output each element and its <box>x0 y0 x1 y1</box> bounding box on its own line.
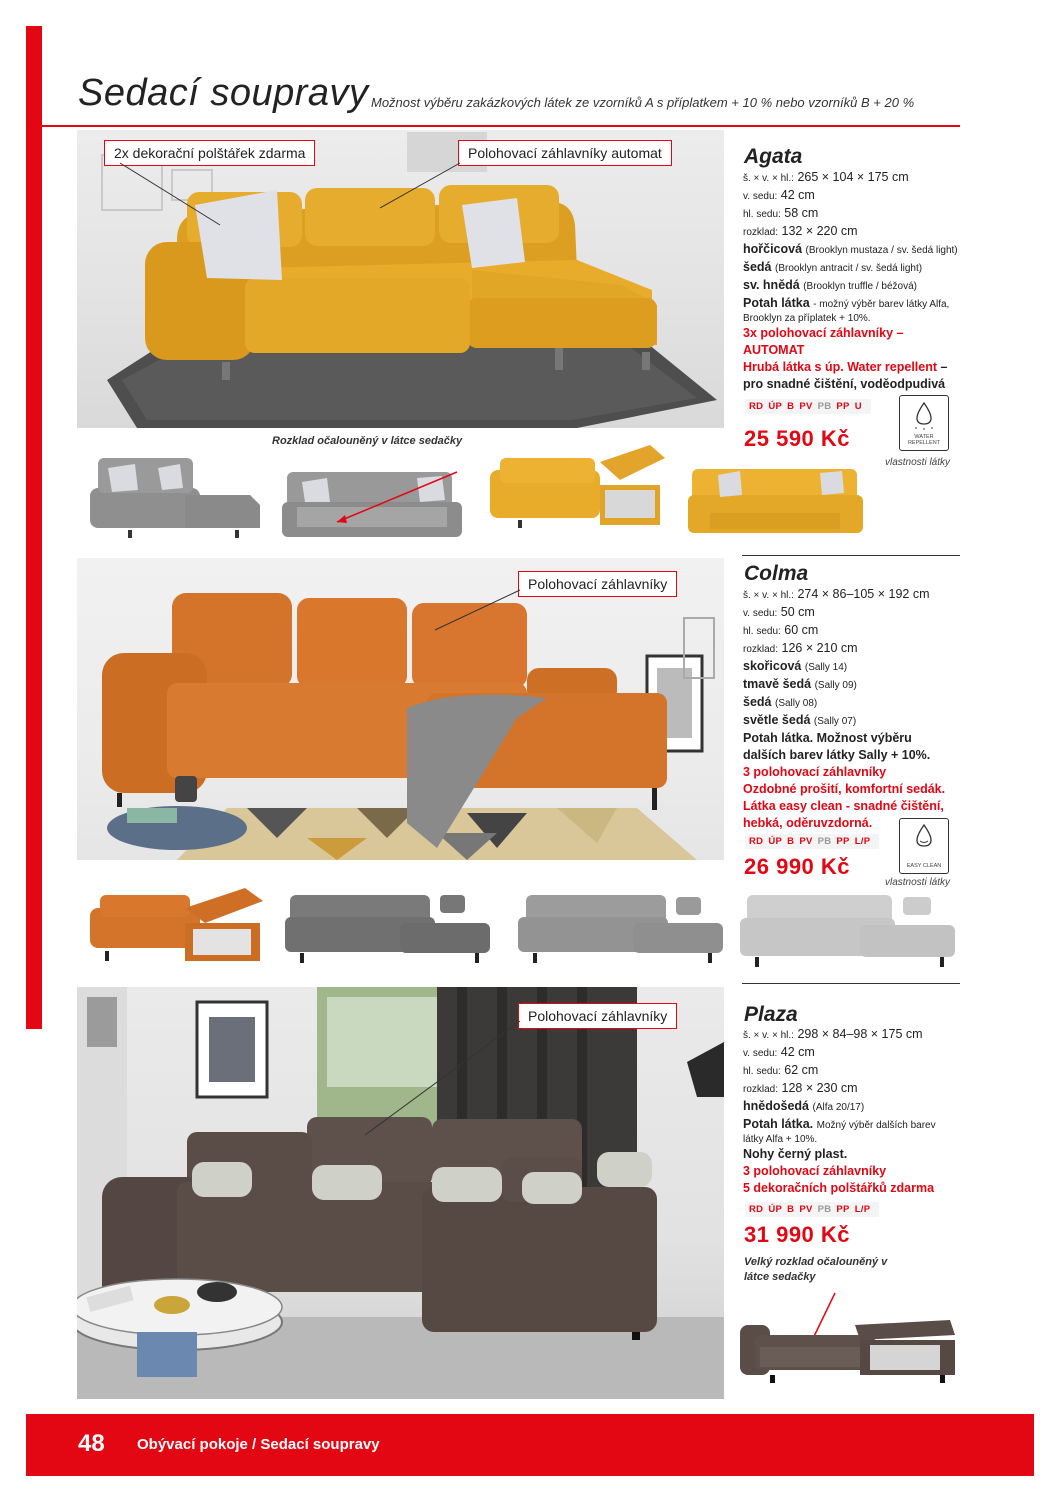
colma-fabric-badge: EASY CLEAN <box>899 818 949 874</box>
colma-fabric-caption: vlastnosti látky <box>885 877 951 888</box>
agata-tags: RD ÚP B PV PB PP U <box>745 396 871 414</box>
colma-specs: š. × v. × hl.: 274 × 86–105 × 192 cm v. sedu: 50 cm hl. sedu: 60 cm rozklad: 126 × 210 cm skořicová (Sally 14) tmavě šedá (Sally 09) šedá (Sally 08) světle šedá (Sally 07) Potah látka. Možnost výběru dalších barev látky Sally + 10%. 3 polohovací záhlavníky Ozdobné prošití, komfortní sedák. Látka easy clean - snadné čištění, hebká, oděruvzdorná. <box>743 587 946 830</box>
agata-callout-pillows: 2x dekorační polštářek zdarma <box>104 140 315 166</box>
footer-section: Obývací pokoje / Sedací soupravy <box>137 1436 380 1453</box>
plaza-specs: š. × v. × hl.: 298 × 84–98 × 175 cm v. sedu: 42 cm hl. sedu: 62 cm rozklad: 128 × 230 cm hnědošedá (Alfa 20/17) Potah látka. Možný výběr dalších barev látky Alfa + 10%. Nohy černý plast. 3 polohovací záhlavníky 5 dekoračních polštářků zdarma <box>743 1027 936 1195</box>
agata-fabric-caption: vlastnosti látky <box>885 457 951 468</box>
plaza-tags: RD ÚP B PV PB PP L/P <box>745 1199 879 1217</box>
colma-callout-headrests: Polohovací záhlavníky <box>518 571 677 597</box>
colma-price: 26 990 Kč <box>744 854 851 879</box>
plaza-bed-caption: Velký rozklad očalouněný v látce sedačky <box>744 1256 888 1283</box>
agata-fabric-badge: WATER REPELLENT <box>899 395 949 451</box>
page-title: Sedací soupravy <box>78 72 369 114</box>
plaza-callout-headrests: Polohovací záhlavníky <box>518 1003 677 1029</box>
plaza-thumb-bed-open <box>730 1285 965 1400</box>
agata-bed-caption: Rozklad očalouněný v látce sedačky <box>272 435 463 447</box>
plaza-price: 31 990 Kč <box>744 1222 851 1247</box>
colma-tags: RD ÚP B PV PB PP L/P <box>745 831 879 849</box>
agata-callout-headrests: Polohovací záhlavníky automat <box>458 140 672 166</box>
plaza-title: Plaza <box>744 1003 798 1026</box>
page-subtitle: Možnost výběru zakázkových látek ze vzorníků A s příplatkem + 10 % nebo vzorníků B + 20 % <box>371 95 915 110</box>
agata-price: 25 590 Kč <box>744 426 851 451</box>
agata-specs: š. × v. × hl.: 265 × 104 × 175 cm v. sedu: 42 cm hl. sedu: 58 cm rozklad: 132 × 220 cm hořčicová (Brooklyn mustaza / sv. šedá light) šedá (Brooklyn antracit / sv. šedá light) sv. hnědá (Brooklyn truffle / béžová) Potah látka - možný výběr barev látky Alfa, Brooklyn za příplatek + 10%. 3x polohovací záhlavníky – AUTOMAT Hrubá látka s úp. Water repellent – pro snadné čištění, voděodpudivá <box>743 170 958 391</box>
page-number: 48 <box>78 1430 105 1457</box>
agata-title: Agata <box>744 145 803 168</box>
colma-title: Colma <box>744 562 809 585</box>
